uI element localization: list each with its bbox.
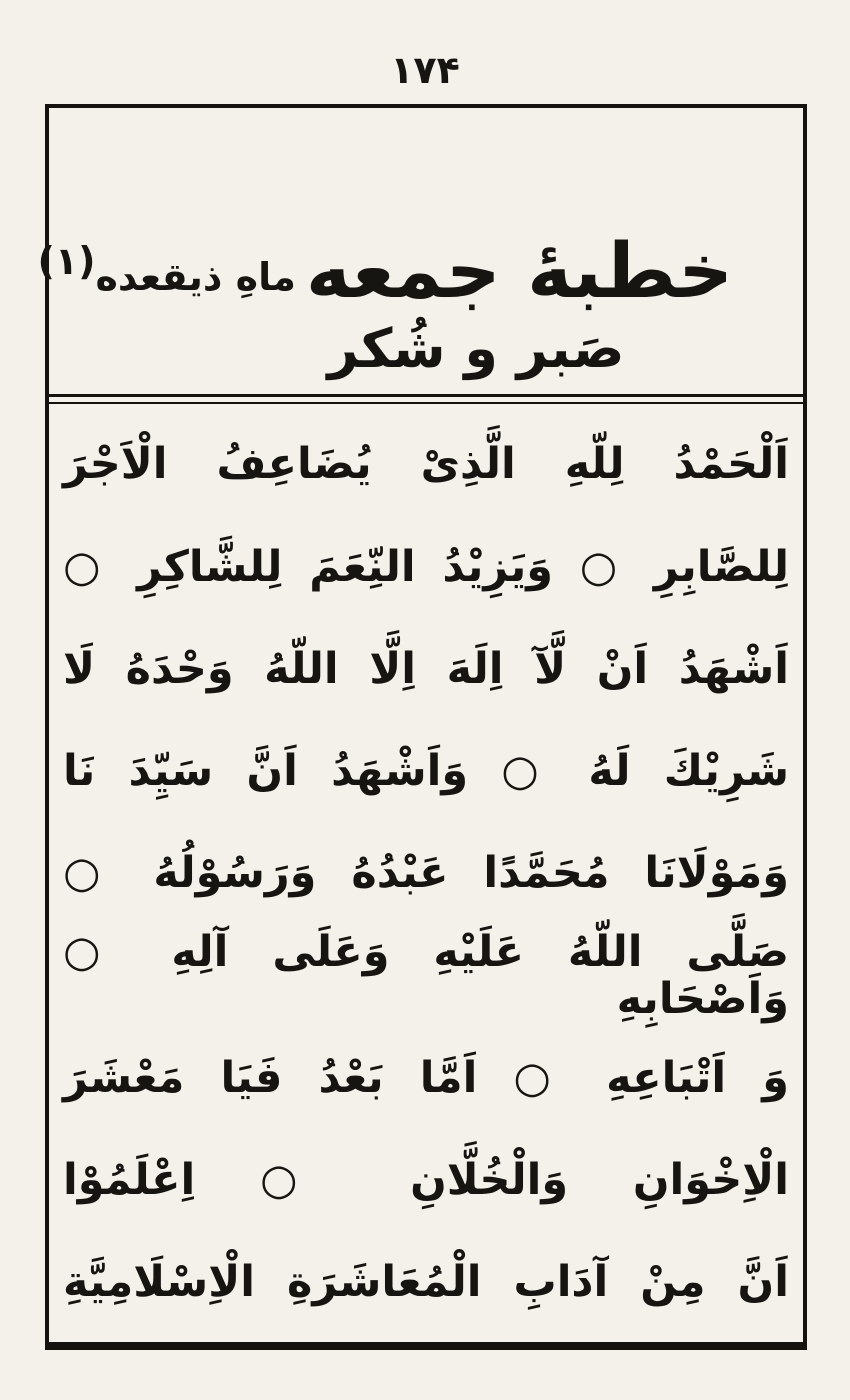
title-row — [37, 226, 793, 315]
text-line — [63, 823, 789, 925]
text-frame — [37, 104, 807, 1350]
arabic-line-6: صَلَّی اللّهُ عَلَیْهِ وَعَلَی آلِهِ ○ وَاَصْحَابِهِ — [63, 926, 789, 1025]
text-line — [63, 1130, 789, 1232]
arabic-line-2: لِلصَّابِرِ ○ وَیَزِیْدُ النِّعَمَ لِلشَّاكِرِ ○ — [63, 541, 789, 592]
text-line — [63, 414, 789, 516]
arabic-line-4: شَرِیْكَ لَهُ ○ وَاَشْهَدُ اَنَّ سَیِّدَ نَا — [63, 746, 789, 797]
text-line — [63, 1027, 789, 1129]
arabic-line-1: اَلْحَمْدُ لِلّهِ الَّذِیْ یُضَاعِفُ الْاَجْرَ — [63, 439, 789, 490]
khutbah-series-number: (۱) — [37, 239, 96, 283]
arabic-line-3: اَشْهَدُ اَنْ لَّآ اِلَهَ اِلَّا اللّهُ وَحْدَهُ لَا — [63, 643, 789, 694]
text-line — [63, 618, 789, 720]
khutbah-header — [37, 108, 803, 394]
header-body-divider — [49, 394, 803, 404]
khutbah-body — [49, 404, 803, 1342]
page-number: ۱۷۴ — [390, 48, 460, 92]
text-line — [63, 516, 789, 618]
arabic-line-8: الْاِخْوَانِ وَالْخُلَّانِ ○ اِعْلَمُوْا — [63, 1154, 789, 1205]
text-line — [63, 925, 789, 1027]
khutbah-title: خطبهٔ جمعه — [305, 226, 733, 315]
month-annotation: ماهِ ذیقعده — [95, 255, 296, 300]
text-line — [63, 1232, 789, 1334]
arabic-line-5: وَمَوْلَانَا مُحَمَّدًا عَبْدُهُ وَرَسُوْلُهُ ○ — [63, 848, 789, 899]
arabic-line-7: وَ اَتْبَاعِهِ ○ اَمَّا بَعْدُ فَیَا مَعْشَرَ — [63, 1052, 789, 1103]
khutbah-subtitle: صَبر و شُكر — [327, 317, 625, 380]
text-line — [63, 721, 789, 823]
arabic-line-9: اَنَّ مِنْ آدَابِ الْمُعَاشَرَةِ الْاِسْلَامِیَّةِ — [63, 1257, 789, 1308]
